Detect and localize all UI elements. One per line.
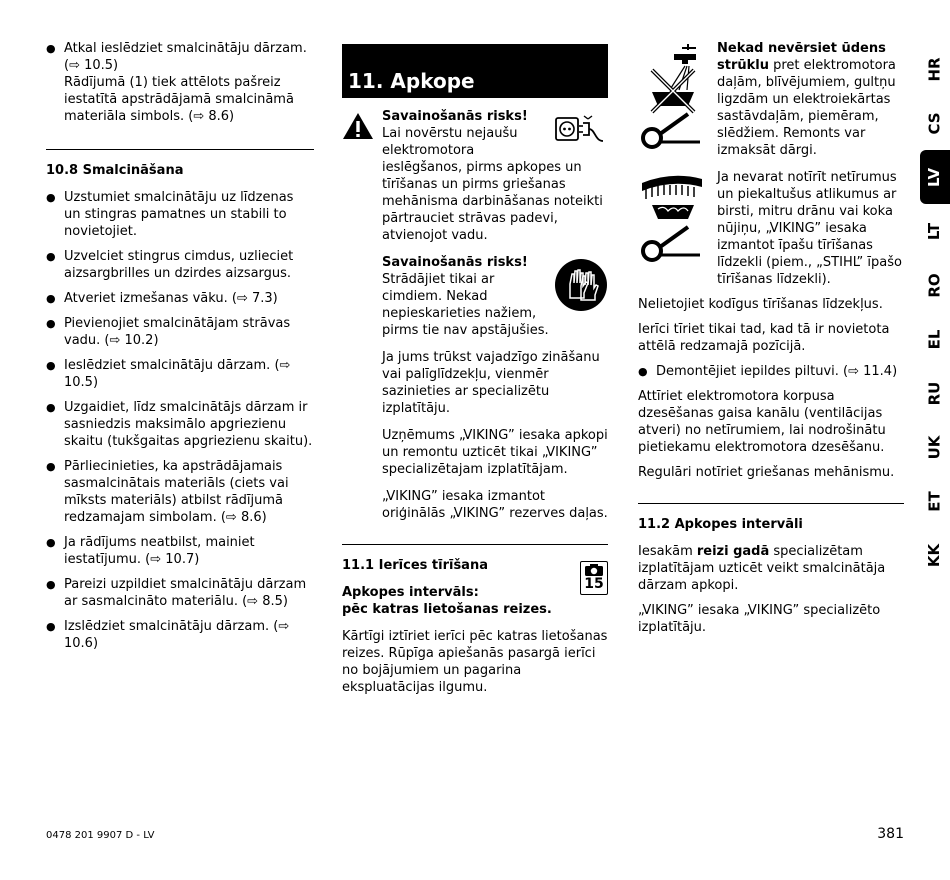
paragraph-bold: reizi gadā bbox=[696, 544, 770, 559]
paragraph-text: pret elektromotora daļām, blīvējumiem, gultņu ligzdām un elektroiekārtas sastāvdaļām, piemēram, slēdžiem. Remonts var izmaksāt dārgi. bbox=[717, 58, 896, 158]
list-item bbox=[46, 248, 314, 282]
language-tab-lt[interactable]: LT bbox=[925, 222, 944, 240]
bullet-icon bbox=[46, 357, 56, 374]
paragraph: Ierīci tīriet tikai tad, kad tā ir novietota attēlā redzamajā pozīcijā. bbox=[638, 322, 890, 354]
page-number: 381 bbox=[877, 826, 904, 842]
intro-line-1: Atkal ieslēdziet smalcinātāju dārzam. bbox=[64, 41, 307, 56]
warning-1-text: Lai novērstu nejaušu elektromotora ieslēgšanos, pirms apkopes un tīrīšanas un pirms griešanas mehānisma darbināšanas noteikti pārtrauciet strāvas padevi, atvienojot vadu. bbox=[382, 126, 603, 243]
bullet-icon bbox=[638, 363, 648, 380]
section-title: 10.8 Smalcināšana bbox=[46, 163, 184, 178]
paragraph: Regulāri notīriet griešanas mehānismu. bbox=[638, 465, 895, 480]
language-tabs bbox=[920, 42, 950, 582]
list-item-text: Uzstumiet smalcinātāju uz līdzenas un stingras pamatnes un stabili to novietojiet. bbox=[64, 190, 294, 239]
list-item bbox=[46, 315, 314, 349]
bullet-icon bbox=[46, 189, 56, 206]
warning-1-title: Savainošanās risks! bbox=[382, 109, 528, 124]
language-tab-hr[interactable]: HR bbox=[925, 56, 944, 82]
bullet-icon bbox=[46, 576, 56, 593]
list-item bbox=[46, 458, 314, 526]
paragraph: „VIKING” iesaka izmantot oriģinālās „VIKING” rezerves daļas. bbox=[382, 489, 608, 521]
list-item-text: Uzvelciet stingrus cimdus, uzlieciet aizsargbrilles un dzirdes aizsargus. bbox=[64, 249, 294, 281]
paragraph: Nelietojiet kodīgus tīrīšanas līdzekļus. bbox=[638, 297, 883, 312]
language-tab-el[interactable]: EL bbox=[925, 329, 944, 349]
list-item bbox=[638, 363, 904, 380]
paragraph: Kārtīgi iztīriet ierīci pēc katras lietošanas reizes. Rūpīga apiešanās pasargā ierīci no bojājumiem un pagarina ekspluatācijas ilgumu. bbox=[342, 629, 608, 695]
list-item bbox=[46, 618, 314, 652]
paragraph bbox=[638, 543, 904, 594]
camera-figure-number: 15 bbox=[584, 576, 604, 592]
paragraph: „VIKING” iesaka „VIKING” specializēto izplatītāju. bbox=[638, 603, 881, 635]
paragraph-bold: Nekad nevērsiet ūdens strūklu bbox=[717, 41, 886, 73]
column-2 bbox=[342, 40, 608, 696]
no-water-jet-icon bbox=[638, 42, 708, 158]
section-divider bbox=[342, 544, 608, 545]
column-1 bbox=[46, 40, 314, 660]
language-tab-uk[interactable]: UK bbox=[925, 435, 944, 459]
bullet-icon bbox=[46, 290, 56, 307]
bullet-icon bbox=[46, 618, 56, 635]
list-item bbox=[46, 399, 314, 450]
steps-list bbox=[46, 189, 314, 652]
list-item bbox=[46, 40, 314, 125]
intro-list bbox=[46, 40, 314, 125]
document-code: 0478 201 9907 D - LV bbox=[46, 830, 155, 841]
warning-2-title: Savainošanās risks! bbox=[382, 255, 528, 270]
unplug-power-icon bbox=[554, 112, 608, 148]
list-item bbox=[46, 534, 314, 568]
language-tab-et[interactable]: ET bbox=[925, 490, 944, 512]
section-divider bbox=[638, 503, 904, 504]
list-item-text: Ja rādījums neatbilst, mainiet iestatījumu. (⇨ 10.7) bbox=[64, 535, 255, 567]
warning-block-1 bbox=[342, 108, 608, 244]
language-tab-cs[interactable]: CS bbox=[925, 111, 944, 135]
list-item bbox=[46, 576, 314, 610]
warning-triangle-icon bbox=[342, 112, 374, 140]
section-divider bbox=[46, 149, 314, 150]
language-tab-lv[interactable]: LV bbox=[920, 150, 950, 204]
list-item bbox=[46, 290, 314, 307]
paragraph bbox=[717, 40, 904, 159]
language-tab-kk[interactable]: KK bbox=[925, 543, 944, 567]
list-item bbox=[46, 357, 314, 391]
list-item-text: Pārliecinieties, ka apstrādājamais sasmalcinātais materiāls (ciets vai mīksts materiāls) atbilst rādījumā redzamajam simbolam. (⇨ 8.6) bbox=[64, 459, 289, 525]
camera-figure-reference bbox=[580, 561, 608, 595]
list-item-text: Pareizi uzpildiet smalcinātāju dārzam ar sasmalcināto materiālu. (⇨ 8.5) bbox=[64, 577, 307, 609]
warning-2-text: Strādājiet tikai ar cimdiem. Nekad nepieskarieties nažiem, pirms tie nav apstājušies. bbox=[382, 272, 549, 338]
no-water-jet-block bbox=[638, 40, 904, 159]
intro-line-3: Rādījumā (1) tiek attēlots pašreiz iestatītā apstrādājamā smalcināmā materiāla simbols. (⇨ 8.6) bbox=[64, 75, 294, 124]
bullet-list bbox=[638, 363, 904, 380]
list-item-text: Uzgaidiet, līdz smalcinātājs dārzam ir sasniedzis maksimālo apgriezienu skaitu (tukšgaitas apgriezienu skaitu). bbox=[64, 400, 313, 449]
paragraph: Ja nevarat notīrīt netīrumus un piekaltušus atlikumus ar birsti, mitru drānu vai koka nūjiņu, „VIKING” iesaka izmantot īpašu tīrīšanas līdzekli (piem., „STIHL” īpašo tīrīšanas līdzekli). bbox=[717, 170, 902, 287]
brush-cleaning-icon bbox=[638, 171, 708, 271]
paragraph: Uzņēmums „VIKING” iesaka apkopi un remontu uzticēt tikai „VIKING” specializētajam izplatītājam. bbox=[382, 428, 608, 477]
bullet-icon bbox=[46, 534, 56, 551]
brush-block bbox=[638, 169, 904, 288]
list-item-text: Pievienojiet smalcinātājam strāvas vadu. (⇨ 10.2) bbox=[64, 316, 291, 348]
bullet-icon bbox=[46, 458, 56, 475]
warning-block-2 bbox=[342, 254, 608, 339]
list-item bbox=[46, 189, 314, 240]
paragraph: Ja jums trūkst vajadzīgo zināšanu vai palīglīdzekļu, vienmēr sazinieties ar specializētu izplatītāju. bbox=[382, 350, 600, 416]
list-item-text: Ieslēdziet smalcinātāju dārzam. (⇨ 10.5) bbox=[64, 358, 291, 390]
intro-line-2: (⇨ 10.5) bbox=[64, 58, 119, 73]
paragraph-text: Iesakām bbox=[638, 544, 697, 559]
interval-value: pēc katras lietošanas reizes. bbox=[342, 602, 552, 617]
interval-label: Apkopes intervāls: bbox=[342, 585, 479, 600]
list-item-text: Demontējiet iepildes piltuvi. (⇨ 11.4) bbox=[656, 364, 898, 379]
list-item-text: Atveriet izmešanas vāku. (⇨ 7.3) bbox=[64, 291, 278, 306]
bullet-icon bbox=[46, 248, 56, 265]
section-title: 11.1 Ierīces tīrīšana bbox=[342, 558, 488, 573]
language-tab-ru[interactable]: RU bbox=[925, 381, 944, 405]
chapter-title: 11. Apkope bbox=[342, 44, 608, 98]
paragraph-text: specializētam izplatītājam uzticēt veikt smalcinātāja dārzam apkopi. bbox=[638, 544, 886, 593]
section-title: 11.2 Apkopes intervāli bbox=[638, 517, 803, 532]
bullet-icon bbox=[46, 315, 56, 332]
gloves-icon bbox=[554, 258, 608, 312]
language-tab-ro[interactable]: RO bbox=[925, 272, 944, 298]
paragraph: Attīriet elektromotora korpusa dzesēšanas gaisa kanālu (ventilācijas atveri) no netīrumiem, lai nodrošinātu pietiekamu elektromotora dzesēšanu. bbox=[638, 389, 886, 455]
column-3 bbox=[638, 40, 904, 636]
list-item-text: Izslēdziet smalcinātāju dārzam. (⇨ 10.6) bbox=[64, 619, 290, 651]
bullet-icon bbox=[46, 40, 56, 57]
bullet-icon bbox=[46, 399, 56, 416]
camera-icon bbox=[584, 563, 604, 577]
